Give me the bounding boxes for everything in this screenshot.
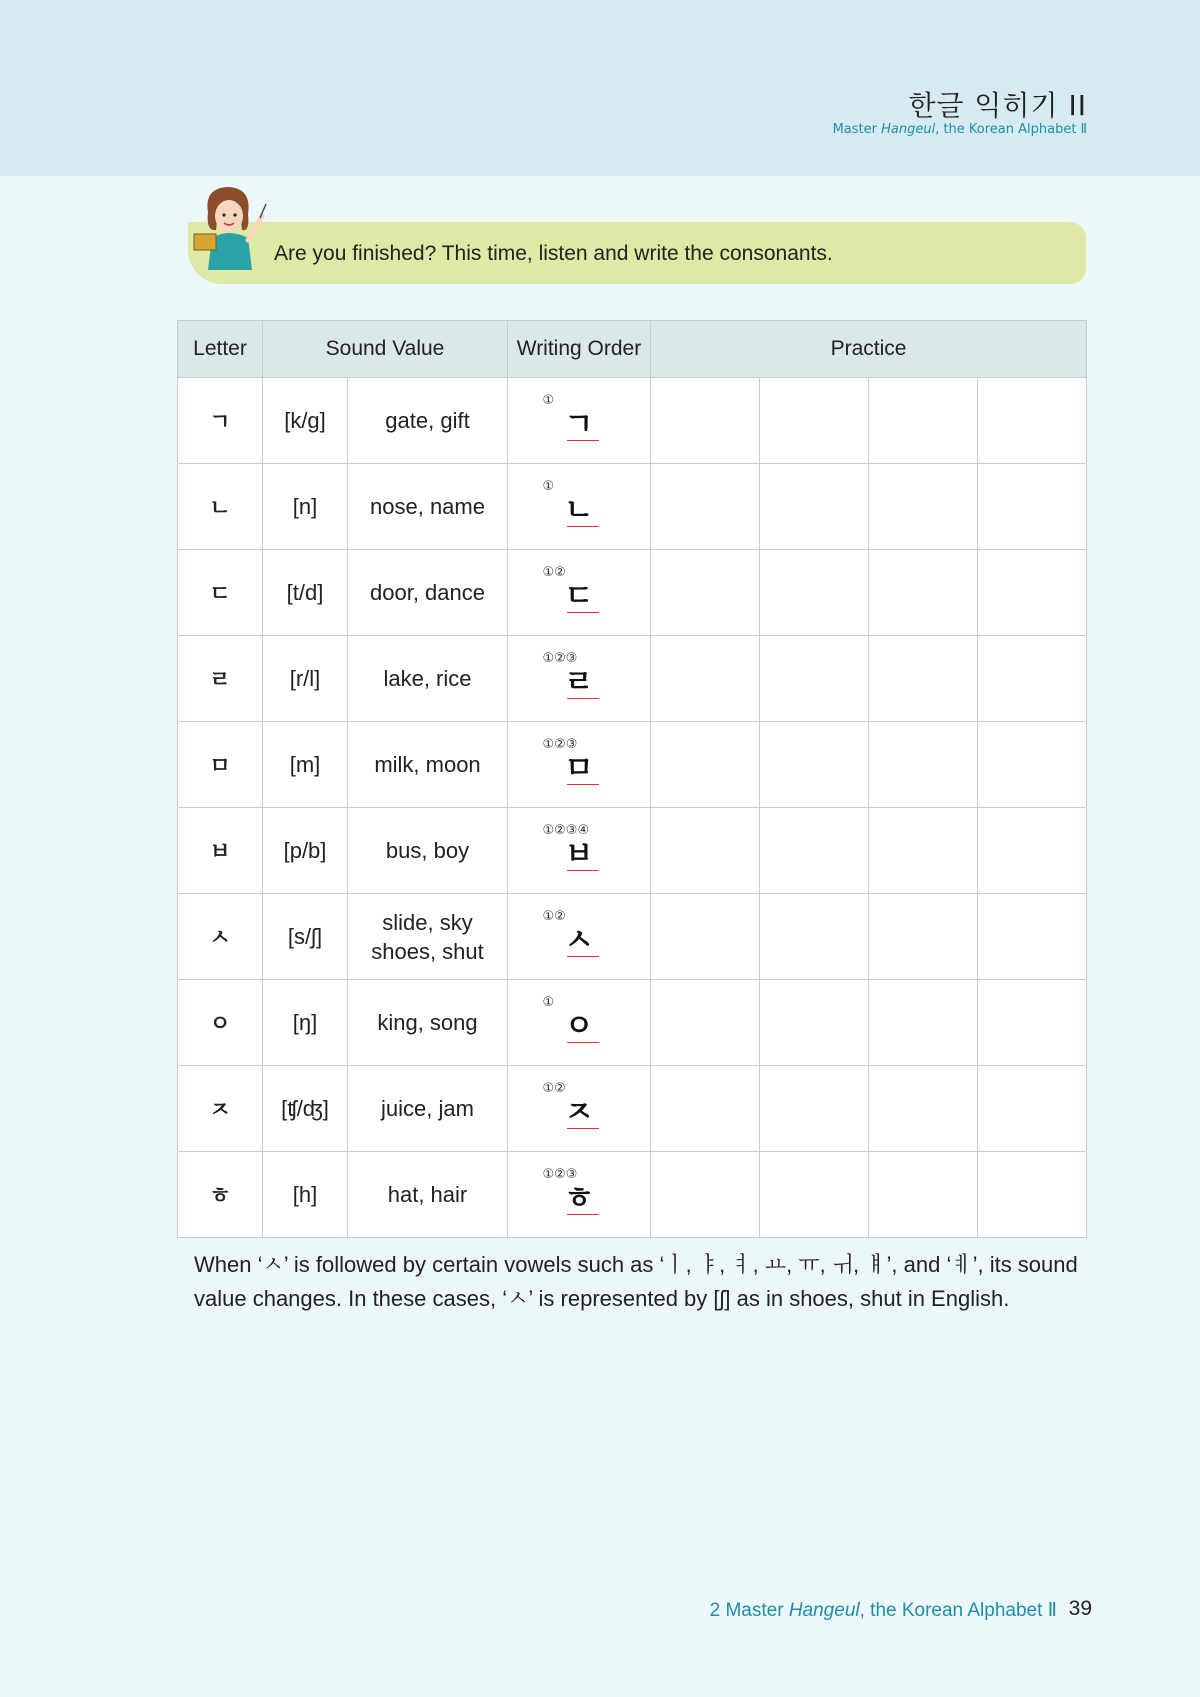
practice-cell[interactable] (978, 378, 1087, 464)
example-words-cell: milk, moon (348, 722, 508, 808)
sound-value-cell: [ŋ] (263, 980, 348, 1066)
practice-cell[interactable] (651, 722, 760, 808)
sound-value-cell: [h] (263, 1152, 348, 1238)
example-words-cell: door, dance (348, 550, 508, 636)
stroke-number-marks: ① (542, 392, 555, 408)
table-row (178, 1152, 1087, 1238)
stroke-order-glyph: ㄹ ①②③ (565, 657, 594, 701)
practice-cell[interactable] (978, 980, 1087, 1066)
pronunciation-note: When ‘ㅅ’ is followed by certain vowels such as ‘ㅣ, ㅑ, ㅕ, ㅛ, ㅠ, ㅟ, ㅒ’, and ‘ㅖ’, its sound value changes. In these cases, ‘ㅅ’ is represented by [ʃ] as in shoes, shut in English. (194, 1252, 1078, 1311)
letter-cell: ㅂ (178, 808, 263, 894)
stroke-arrow-icon (567, 1042, 600, 1043)
sound-value-cell: [n] (263, 464, 348, 550)
table-row (178, 894, 1087, 980)
example-words-cell: juice, jam (348, 1066, 508, 1152)
subtitle-suffix: , the Korean Alphabet Ⅱ (935, 122, 1087, 137)
stroke-number-marks: ①② (542, 564, 566, 580)
example-words-cell: slide, sky shoes, shut (348, 894, 508, 980)
table-row (178, 464, 1087, 550)
practice-cell[interactable] (760, 1152, 869, 1238)
writing-order-cell (508, 464, 651, 550)
letter-cell: ㄱ (178, 378, 263, 464)
sound-value-cell: [p/b] (263, 808, 348, 894)
practice-cell[interactable] (978, 808, 1087, 894)
teacher-illustration (190, 182, 270, 282)
practice-cell[interactable] (760, 1066, 869, 1152)
practice-cell[interactable] (869, 378, 978, 464)
practice-cell[interactable] (869, 636, 978, 722)
example-words-cell: bus, boy (348, 808, 508, 894)
subtitle-prefix: Master (832, 122, 882, 137)
stroke-number-marks: ① (542, 994, 555, 1010)
practice-cell[interactable] (651, 980, 760, 1066)
letter-cell: ㅎ (178, 1152, 263, 1238)
practice-cell[interactable] (651, 1066, 760, 1152)
example-words-cell: lake, rice (348, 636, 508, 722)
stroke-arrow-icon (567, 1128, 600, 1129)
practice-cell[interactable] (760, 722, 869, 808)
sound-value-cell: [t/d] (263, 550, 348, 636)
writing-order-cell (508, 980, 651, 1066)
writing-order-cell (508, 378, 651, 464)
page-title: 한글 익히기 II (908, 89, 1087, 122)
writing-order-cell (508, 550, 651, 636)
letter-cell: ㄷ (178, 550, 263, 636)
practice-cell[interactable] (978, 722, 1087, 808)
practice-cell[interactable] (760, 550, 869, 636)
writing-order-cell (508, 722, 651, 808)
footer-emphasis: Hangeul (788, 1600, 860, 1621)
stroke-order-glyph: ㅂ ①②③④ (565, 829, 594, 873)
header-letter: Letter (178, 321, 263, 378)
writing-order-cell (508, 1152, 651, 1238)
letter-cell: ㄹ (178, 636, 263, 722)
stroke-order-glyph: ㅎ ①②③ (565, 1173, 594, 1217)
footer-suffix: , the Korean Alphabet Ⅱ (859, 1600, 1057, 1621)
practice-cell[interactable] (869, 980, 978, 1066)
footer-prefix: 2 Master (709, 1600, 789, 1621)
header-writing-order: Writing Order (508, 321, 651, 378)
practice-cell[interactable] (869, 1152, 978, 1238)
stroke-order-glyph: ㅅ ①② (565, 915, 594, 959)
practice-cell[interactable] (869, 894, 978, 980)
practice-cell[interactable] (760, 464, 869, 550)
practice-cell[interactable] (869, 550, 978, 636)
practice-cell[interactable] (651, 378, 760, 464)
practice-cell[interactable] (760, 980, 869, 1066)
stroke-number-marks: ①② (542, 908, 566, 924)
table-row (178, 1066, 1087, 1152)
subtitle-emphasis: Hangeul (881, 122, 936, 137)
letter-cell: ㅁ (178, 722, 263, 808)
practice-cell[interactable] (978, 550, 1087, 636)
stroke-number-marks: ①② (542, 1080, 566, 1096)
practice-cell[interactable] (760, 636, 869, 722)
letter-cell: ㅈ (178, 1066, 263, 1152)
header-sound-value: Sound Value (263, 321, 508, 378)
practice-cell[interactable] (869, 1066, 978, 1152)
example-words-cell: nose, name (348, 464, 508, 550)
letter-cell: ㄴ (178, 464, 263, 550)
practice-cell[interactable] (651, 550, 760, 636)
footer-caption (710, 1599, 1057, 1622)
stroke-arrow-icon (567, 1214, 600, 1215)
stroke-order-glyph: ㄴ ① (565, 485, 594, 529)
practice-cell[interactable] (978, 1152, 1087, 1238)
writing-order-cell (508, 636, 651, 722)
letter-cell: ㅅ (178, 894, 263, 980)
practice-cell[interactable] (760, 378, 869, 464)
table-row (178, 636, 1087, 722)
stroke-arrow-icon (567, 526, 600, 527)
stroke-arrow-icon (567, 784, 600, 785)
practice-cell[interactable] (978, 636, 1087, 722)
table-header-row (178, 321, 1087, 378)
practice-cell[interactable] (869, 808, 978, 894)
writing-order-cell (508, 1066, 651, 1152)
practice-cell[interactable] (651, 636, 760, 722)
writing-order-cell (508, 894, 651, 980)
table-row (178, 808, 1087, 894)
table-row (178, 550, 1087, 636)
practice-cell[interactable] (978, 894, 1087, 980)
example-words-cell: gate, gift (348, 378, 508, 464)
sound-value-cell: [m] (263, 722, 348, 808)
stroke-number-marks: ①②③ (542, 650, 578, 666)
stroke-arrow-icon (567, 870, 600, 871)
table-row (178, 722, 1087, 808)
stroke-number-marks: ①②③④ (542, 822, 590, 838)
consonant-table (177, 320, 1087, 1238)
sound-value-cell: [k/g] (263, 378, 348, 464)
writing-order-cell (508, 808, 651, 894)
sound-value-cell: [ʧ/ʤ] (263, 1066, 348, 1152)
page-subtitle (833, 122, 1087, 137)
stroke-arrow-icon (567, 440, 600, 441)
header-practice: Practice (651, 321, 1087, 378)
page-number: 39 (1068, 1597, 1092, 1620)
table-row (178, 378, 1087, 464)
stroke-order-glyph: ㅈ ①② (565, 1087, 594, 1131)
letter-cell: ㅇ (178, 980, 263, 1066)
example-words-cell: king, song (348, 980, 508, 1066)
practice-cell[interactable] (651, 894, 760, 980)
practice-cell[interactable] (760, 894, 869, 980)
practice-cell[interactable] (760, 808, 869, 894)
practice-cell[interactable] (651, 464, 760, 550)
practice-cell[interactable] (651, 1152, 760, 1238)
sound-value-cell: [s/ʃ] (263, 894, 348, 980)
stroke-arrow-icon (567, 956, 600, 957)
stroke-order-glyph: ㅁ ①②③ (565, 743, 594, 787)
example-words-cell: hat, hair (348, 1152, 508, 1238)
stroke-order-glyph: ㄷ ①② (565, 571, 594, 615)
stroke-number-marks: ①②③ (542, 1166, 578, 1182)
practice-cell[interactable] (978, 464, 1087, 550)
practice-cell[interactable] (869, 722, 978, 808)
stroke-arrow-icon (567, 698, 600, 699)
practice-cell[interactable] (869, 464, 978, 550)
table-row (178, 980, 1087, 1066)
stroke-arrow-icon (567, 612, 600, 613)
instruction-text: Are you finished? This time, listen and write the consonants. (274, 242, 833, 265)
stroke-number-marks: ①②③ (542, 736, 578, 752)
stroke-order-glyph: ㄱ ① (565, 399, 594, 443)
stroke-number-marks: ① (542, 478, 555, 494)
sound-value-cell: [r/l] (263, 636, 348, 722)
practice-cell[interactable] (978, 1066, 1087, 1152)
practice-cell[interactable] (651, 808, 760, 894)
stroke-order-glyph: ㅇ ① (565, 1001, 594, 1045)
